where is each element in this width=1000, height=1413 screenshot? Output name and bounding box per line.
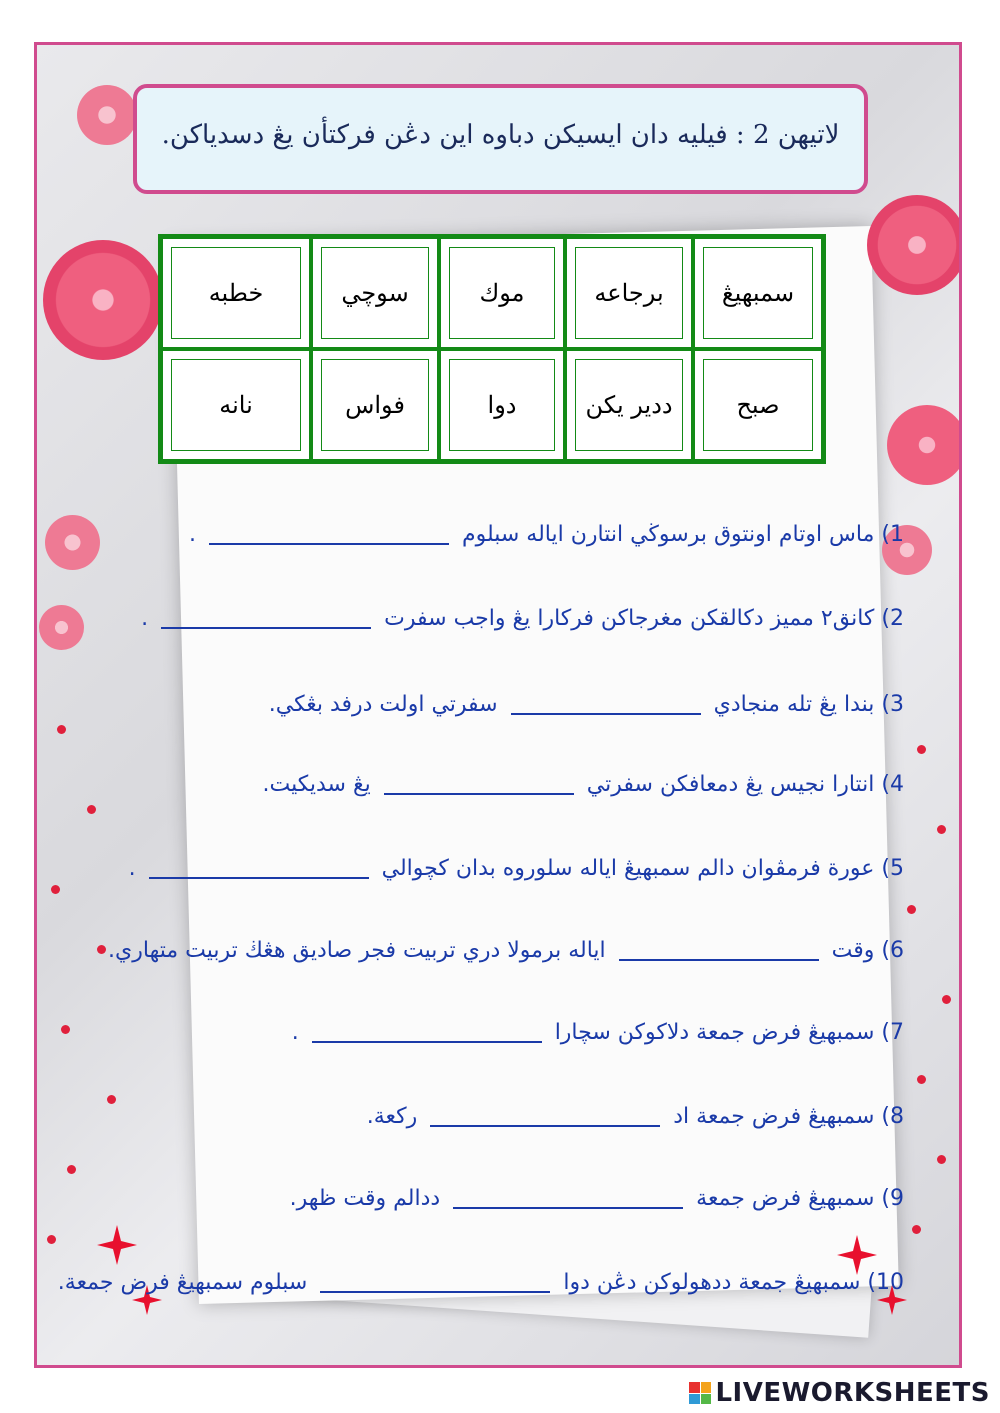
flower-decoration xyxy=(39,605,84,650)
question-text-after: ددالم وقت ظهر. xyxy=(289,1186,441,1211)
dot-decoration xyxy=(107,1095,116,1104)
question-text-after: سبلوم سمبهيڠ فرض جمعة. xyxy=(57,1270,308,1295)
question-5 xyxy=(129,856,904,881)
question-10 xyxy=(58,1270,904,1295)
answer-blank[interactable] xyxy=(619,941,819,961)
question-number: 3) xyxy=(881,692,904,717)
question-text: عورة فرمڤوان دالم سمبهيڠ اياله سلوروه بدان كچوالي xyxy=(381,856,875,881)
dot-decoration xyxy=(47,1235,56,1244)
question-number: 4) xyxy=(881,772,904,797)
dot-decoration xyxy=(937,1155,946,1164)
question-text: كانق٢ مميز دكالقكن مغرجاكن فركارا يڠ واجب سفرت xyxy=(384,606,875,631)
question-1 xyxy=(189,522,904,547)
flower-decoration xyxy=(887,405,962,485)
dot-decoration xyxy=(87,805,96,814)
dot-decoration xyxy=(51,885,60,894)
dot-decoration xyxy=(917,745,926,754)
sparkle-decoration xyxy=(97,1225,137,1265)
logo-icon xyxy=(689,1382,711,1404)
word-bank-cell xyxy=(565,237,693,349)
question-text-after: يڠ سديكيت. xyxy=(262,772,371,797)
flower-decoration xyxy=(867,195,962,295)
liveworksheets-logo xyxy=(689,1378,990,1408)
word-bank-word: صبح xyxy=(736,391,780,419)
question-text: وقت xyxy=(831,938,875,963)
question-number: 10) xyxy=(867,1270,904,1295)
question-text: سمبهيڠ جمعة ددهولوكن دڠن دوا xyxy=(563,1270,861,1295)
dot-decoration xyxy=(907,905,916,914)
question-number: 1) xyxy=(881,522,904,547)
question-text: بندا يڠ تله منجادي xyxy=(713,692,875,717)
word-bank-cell xyxy=(161,349,311,461)
question-text-after: سفرتي اولت درفد بڠكي. xyxy=(268,692,498,717)
question-text: سمبهيڠ فرض جمعة دلاكوكن سچارا xyxy=(554,1020,875,1045)
word-bank-word: نانه xyxy=(219,391,253,419)
question-7 xyxy=(292,1020,904,1045)
question-2 xyxy=(141,606,904,631)
word-bank-cell xyxy=(311,237,439,349)
word-bank-cell xyxy=(439,349,565,461)
question-3 xyxy=(269,692,904,717)
word-bank-cell xyxy=(693,237,823,349)
question-text: ماس اوتام اونتوق برسوڬي انتارن اياله سبلوم xyxy=(461,522,875,547)
dot-decoration xyxy=(57,725,66,734)
question-text: انتارا نجيس يڠ دمعافكن سفرتي xyxy=(586,772,875,797)
answer-blank[interactable] xyxy=(384,775,574,795)
word-bank-word: دوا xyxy=(487,391,517,419)
answer-blank[interactable] xyxy=(161,609,371,629)
word-bank-word: فواس xyxy=(345,391,405,419)
word-bank-cell xyxy=(311,349,439,461)
dot-decoration xyxy=(61,1025,70,1034)
answer-blank[interactable] xyxy=(312,1023,542,1043)
question-6 xyxy=(108,938,904,963)
question-text-after: . xyxy=(188,522,196,547)
word-bank-word: ددير يكن xyxy=(585,391,673,419)
word-bank-word: خطبه xyxy=(208,279,264,307)
question-4 xyxy=(262,772,904,797)
question-text-after: ركعة. xyxy=(366,1104,418,1129)
answer-blank[interactable] xyxy=(149,859,369,879)
word-bank-cell xyxy=(565,349,693,461)
question-text-after: . xyxy=(128,856,136,881)
question-number: 9) xyxy=(881,1186,904,1211)
question-9 xyxy=(290,1186,904,1211)
flower-decoration xyxy=(43,240,163,360)
question-text: سمبهيڠ فرض جمعة اد xyxy=(673,1104,875,1129)
question-text-after: . xyxy=(291,1020,299,1045)
question-text-after: اياله برمولا دري تربيت فجر صاديق هڠڬ تربيت متهاري. xyxy=(108,938,606,963)
instruction-title: لاتيهن 2 : فيليه دان ايسيكن دباوه اين دڠن فركتأن يڠ دسدياكن. xyxy=(161,120,840,150)
dot-decoration xyxy=(67,1165,76,1174)
question-number: 2) xyxy=(881,606,904,631)
dot-decoration xyxy=(937,825,946,834)
word-bank-word: موك xyxy=(479,279,525,307)
word-bank-cell xyxy=(161,237,311,349)
dot-decoration xyxy=(912,1225,921,1234)
answer-blank[interactable] xyxy=(511,695,701,715)
word-bank-word: سوچي xyxy=(341,279,409,307)
flower-decoration xyxy=(77,85,137,145)
answer-blank[interactable] xyxy=(453,1189,683,1209)
word-bank-grid xyxy=(158,234,826,464)
word-bank-word: سمبهيڠ xyxy=(721,279,795,307)
question-8 xyxy=(367,1104,904,1129)
answer-blank[interactable] xyxy=(209,525,449,545)
answer-blank[interactable] xyxy=(430,1107,660,1127)
answer-blank[interactable] xyxy=(320,1273,550,1293)
dot-decoration xyxy=(942,995,951,1004)
question-number: 6) xyxy=(881,938,904,963)
word-bank-cell xyxy=(693,349,823,461)
question-text: سمبهيڠ فرض جمعة xyxy=(696,1186,875,1211)
question-text-after: . xyxy=(141,606,149,631)
word-bank-word: برجاعه xyxy=(594,279,664,307)
dot-decoration xyxy=(97,945,106,954)
flower-decoration xyxy=(45,515,100,570)
dot-decoration xyxy=(917,1075,926,1084)
logo-text: LIVEWORKSHEETS xyxy=(715,1378,990,1408)
instruction-box xyxy=(133,84,868,194)
question-number: 7) xyxy=(881,1020,904,1045)
question-number: 5) xyxy=(881,856,904,881)
question-number: 8) xyxy=(881,1104,904,1129)
word-bank-cell xyxy=(439,237,565,349)
